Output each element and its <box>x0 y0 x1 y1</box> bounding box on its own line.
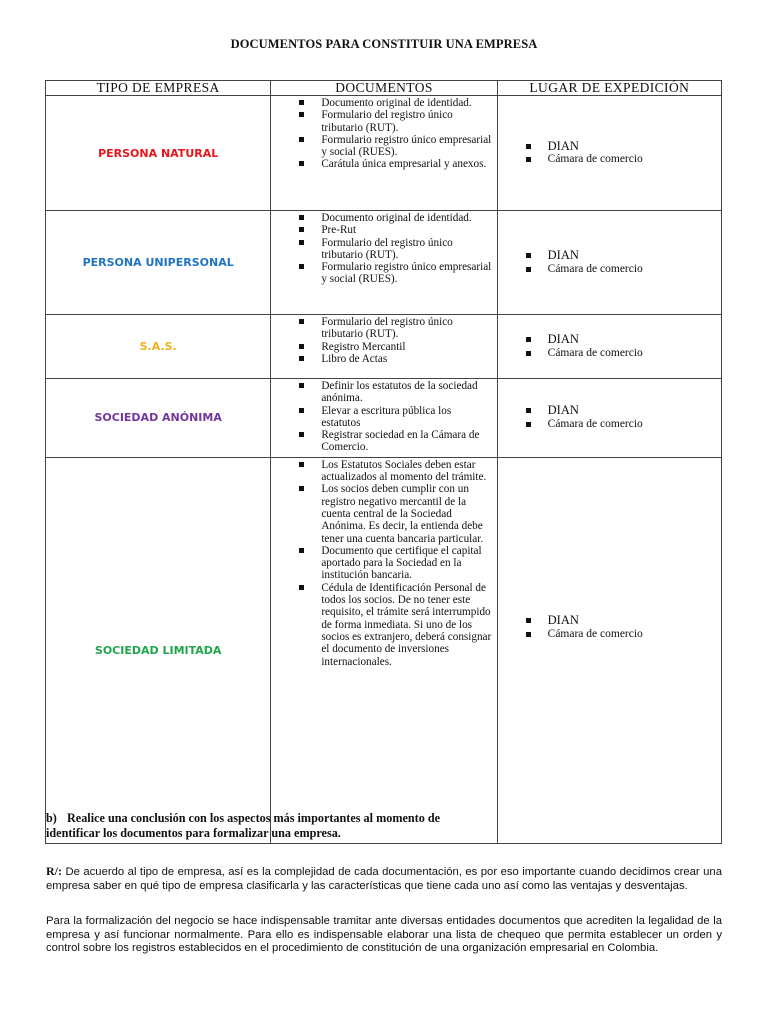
table-row <box>46 379 722 458</box>
document-item: Formulario del registro único tributario (RUT). <box>321 316 492 341</box>
issuing-place-item: Cámara de comercio <box>548 347 721 361</box>
document-item: Documento que certifique el capital aportado para la Sociedad en la institución bancaria. <box>321 545 492 582</box>
issuing-place-list <box>498 614 721 641</box>
documents-cell <box>271 457 497 843</box>
document-item: Cédula de Identificación Personal de todos los socios. De no tener este requisito, el trámite será interrumpido de forma inmediata. Si uno de los socios es extranjero, deberá consignar el documento de inversiones internacionales. <box>321 581 492 668</box>
company-type-cell <box>46 315 271 379</box>
issuing-place-item: Cámara de comercio <box>548 153 721 167</box>
document-item: Definir los estatutos de la sociedad anónima. <box>321 380 492 405</box>
document-item: Registro Mercantil <box>321 341 492 353</box>
issuing-place-list <box>498 249 721 276</box>
document-item: Formulario del registro único tributario (RUT). <box>321 237 492 262</box>
answer-label: R/: <box>46 864 62 878</box>
document-item: Formulario registro único empresarial y social (RUES). <box>321 261 492 286</box>
company-type-cell <box>46 457 271 843</box>
documents-cell <box>271 315 497 379</box>
company-type-label: SOCIEDAD LIMITADA <box>94 643 222 657</box>
issuing-place-item: DIAN <box>548 404 721 418</box>
documents-list <box>271 459 492 668</box>
document-item: Registrar sociedad en la Cámara de Comercio. <box>321 429 492 454</box>
page-title: DOCUMENTOS PARA CONSTITUIR UNA EMPRESA <box>230 37 538 51</box>
issuing-place-item: Cámara de comercio <box>548 628 721 642</box>
document-item: Formulario registro único empresarial y social (RUES). <box>321 133 492 159</box>
documents-cell <box>271 96 497 211</box>
issuing-place-item: DIAN <box>548 249 721 263</box>
documents-list <box>271 316 492 365</box>
documents-list <box>271 212 492 286</box>
issuing-place-item: Cámara de comercio <box>548 418 721 432</box>
company-type-cell <box>46 96 271 211</box>
table-row <box>46 315 722 379</box>
company-type-label: SOCIEDAD ANÓNIMA <box>94 411 222 425</box>
issuing-place-cell <box>497 315 721 379</box>
issuing-place-cell <box>497 96 721 211</box>
header-documentos: DOCUMENTOS <box>271 81 497 96</box>
answer-paragraph-2: Para la formalización del negocio se hace indispensable tramitar ante diversas entidades documentos que acrediten la legalidad de la empresa y así funcionar normalmente. Para ello es indispensable elaborar una lista de chequeo que permita establecer un orden y control sobre los registros establecidos en el procedimiento de constitución de una organización empresarial en Colombia. <box>46 915 722 955</box>
company-type-label: S.A.S. <box>139 340 177 353</box>
header-tipo-empresa: TIPO DE EMPRESA <box>46 81 271 96</box>
document-item: Carátula única empresarial y anexos. <box>321 158 492 170</box>
documents-list <box>271 380 492 454</box>
table-row <box>46 457 722 843</box>
answer-paragraph-1 <box>46 865 722 893</box>
document-item: Los socios deben cumplir con un registro negativo mercantil de la cuenta central de la Sociedad Anónima. Es decir, la entienda debe tener una cuenta bancaria particular. <box>321 483 492 544</box>
issuing-place-list <box>498 333 721 360</box>
issuing-place-cell <box>497 457 721 843</box>
document-item: Los Estatutos Sociales deben estar actualizados al momento del trámite. <box>321 459 492 484</box>
issuing-place-list <box>498 404 721 431</box>
issuing-place-item: Cámara de comercio <box>548 263 721 277</box>
issuing-place-item: DIAN <box>548 614 721 628</box>
table-header-row <box>46 81 722 96</box>
company-type-label: PERSONA UNIPERSONAL <box>82 256 234 269</box>
issuing-place-item: DIAN <box>548 333 721 347</box>
company-type-label: PERSONA NATURAL <box>98 146 219 160</box>
document-item: Formulario del registro único tributario (RUT). <box>321 109 492 134</box>
document-item: Libro de Actas <box>321 353 492 365</box>
issuing-place-cell <box>497 379 721 458</box>
documents-cell <box>271 211 497 315</box>
question-line-1: Realice una conclusión con los aspectos más importantes al momento de <box>67 811 441 825</box>
document-item: Pre-Rut <box>321 224 492 236</box>
question-label: b) <box>46 811 57 825</box>
document-item: Documento original de identidad. <box>321 97 492 109</box>
table-body <box>46 96 722 844</box>
issuing-place-list <box>498 140 721 167</box>
header-lugar-expedicion: LUGAR DE EXPEDICIÓN <box>497 81 721 96</box>
documents-list <box>271 97 492 171</box>
table-row <box>46 211 722 315</box>
documents-table <box>45 80 722 844</box>
issuing-place-cell <box>497 211 721 315</box>
issuing-place-item: DIAN <box>548 140 721 154</box>
document-item: Elevar a escritura pública los estatutos <box>321 405 492 430</box>
document-item: Documento original de identidad. <box>321 212 492 224</box>
answer-paragraph-1-text: De acuerdo al tipo de empresa, así es la complejidad de cada documentación, es por eso importante cuando decidimos crear una empresa saber en qué tipo de empresa clasificarla y las características que tiene cada uno así como las ventajas y desventajas. <box>46 866 722 892</box>
table-row <box>46 96 722 211</box>
company-type-cell <box>46 211 271 315</box>
documents-cell <box>271 379 497 458</box>
company-type-cell <box>46 379 271 458</box>
question-b <box>46 811 546 841</box>
question-line-2: identificar los documentos para formalizar una empresa. <box>46 826 341 840</box>
